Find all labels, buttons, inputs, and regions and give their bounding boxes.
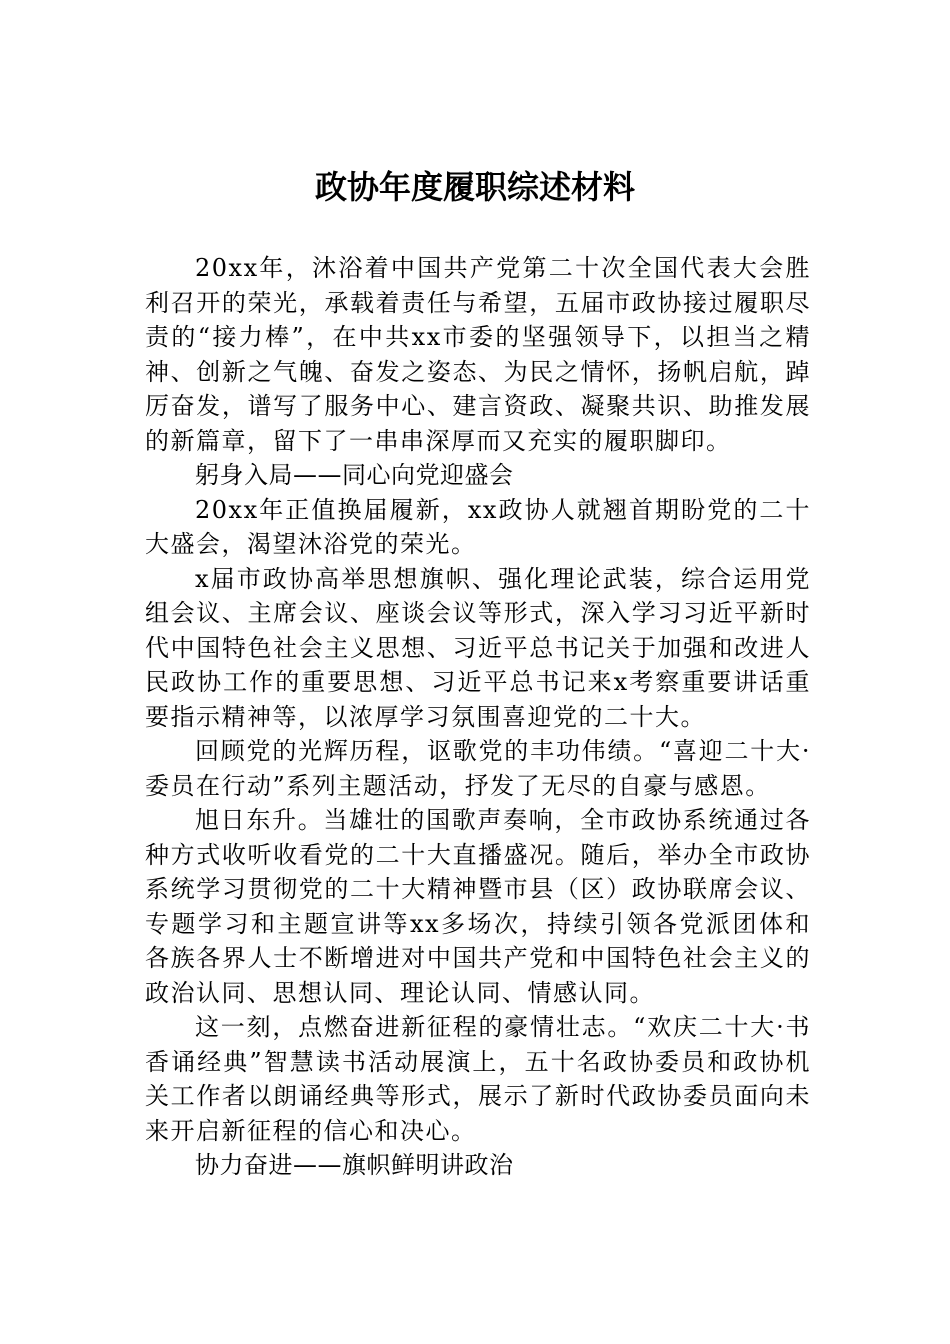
document-title: 政协年度履职综述材料	[314, 168, 635, 206]
body-paragraph: 旭日东升。当雄壮的国歌声奏响，全市政协系统通过各种方式收听收看党的二十大直播盛况。随后，举办全市政协系统学习贯彻党的二十大精神暨市县（区）政协联席会议、专题学习和主题宣讲等xx多场次，持续引领各党派团体和各族各界人士不断增进对中国共产党和中国特色社会主义的政治认同、思想认同、理论认同、情感认同。	[145, 806, 811, 1007]
body-paragraph: 这一刻，点燃奋进新征程的豪情壮志。“欢庆二十大·书香诵经典”智慧读书活动展演上，五十名政协委员和政协机关工作者以朗诵经典等形式，展示了新时代政协委员面向未来开启新征程的信心和决心。	[145, 1013, 811, 1145]
section-heading-1: 躬身入局——同心向党迎盛会	[195, 461, 514, 489]
body-paragraph: x届市政协高举思想旗帜、强化理论武装，综合运用党组会议、主席会议、座谈会议等形式，深入学习习近平新时代中国特色社会主义思想、习近平总书记关于加强和改进人民政协工作的重要思想、习近平总书记来x考察重要讲话重要指示精神等，以浓厚学习氛围喜迎党的二十大。	[145, 564, 811, 731]
intro-paragraph: 20xx年，沐浴着中国共产党第二十次全国代表大会胜利召开的荣光，承载着责任与希望，五届市政协接过履职尽责的“接力棒”，在中共xx市委的坚强领导下，以担当之精神、创新之气魄、奋发之姿态、为民之情怀，扬帆启航，踔厉奋发，谱写了服务中心、建言资政、凝聚共识、助推发展的新篇章，留下了一串串深厚而又充实的履职脚印。	[145, 254, 811, 455]
body-paragraph: 20xx年正值换届履新，xx政协人就翘首期盼党的二十大盛会，渴望沐浴党的荣光。	[145, 495, 811, 558]
body-paragraph: 回顾党的光辉历程，讴歌党的丰功伟绩。“喜迎二十大·委员在行动”系列主题活动，抒发了无尽的自豪与感恩。	[145, 737, 811, 800]
document-body	[145, 251, 811, 1183]
section-heading-2: 协力奋进——旗帜鲜明讲政治	[195, 1151, 514, 1179]
